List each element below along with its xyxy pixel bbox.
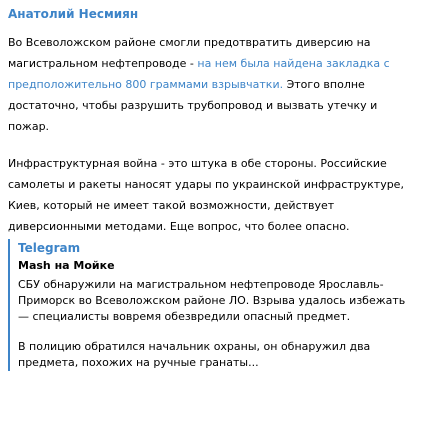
quote-channel-name: Mash на Мойке <box>18 259 115 272</box>
message-paragraph-2: Инфраструктурная война - это штука в обе стороны. Российские самолеты и ракеты наносят удары по украинской инфраструктуре, Киев, который не имеет такой возможности, действует диверсионными методами. Еще вопрос, что более опасно. <box>8 157 404 233</box>
quote-source: Telegram <box>18 241 81 255</box>
paragraph-1-text-before-link: Во Всеволожском районе смогли предотвратить диверсию на магистральном нефтепроводе - <box>8 36 371 70</box>
message-paragraph-1 <box>8 32 416 137</box>
author-name[interactable]: Анатолий Несмиян <box>8 7 139 21</box>
quote-paragraph-2: В полицию обратился начальник охраны, он обнаружил два предмета, похожих на ручные гранаты... <box>18 340 371 369</box>
message-link[interactable]: на нем была найдена закладка с предположительно 800 граммами взрывчатки. <box>8 57 390 91</box>
forwarded-quote[interactable] <box>8 239 416 371</box>
quote-paragraph-1: СБУ обнаружили на магистральном нефтепроводе Ярославль-Приморск во Всеволожском районе ЛО. Взрыва удалось избежать — специалисты вовремя обезвредили опасный предмет. <box>18 278 406 323</box>
paragraph-1-text-after-link: Этого вполне достаточно, чтобы разрушить трубопровод и вызвать утечку и пожар. <box>8 78 378 133</box>
